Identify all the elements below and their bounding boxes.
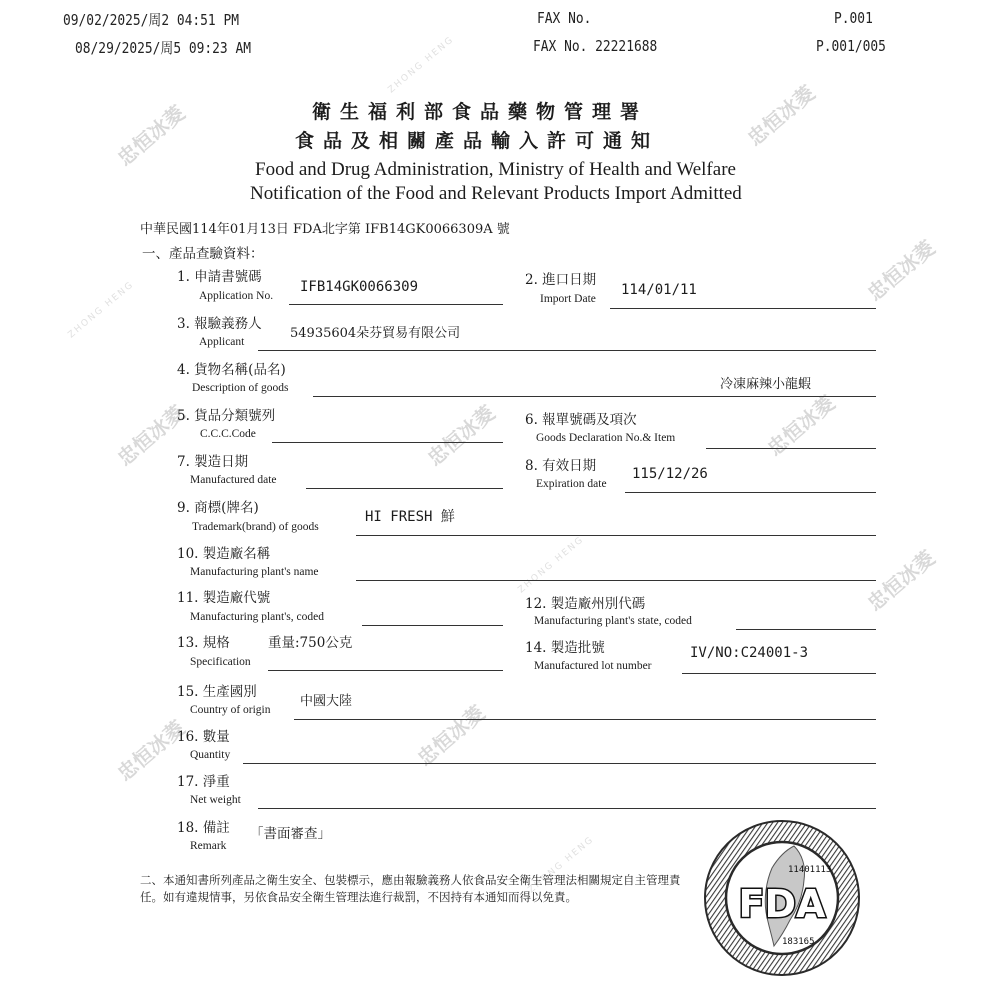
agency-title-zh: 衛生福利部食品藥物管理署 [312, 101, 649, 123]
field-import-date-label-en: Import Date [540, 293, 596, 305]
field-description-line [313, 396, 876, 397]
field-trademark-label-en: Trademark(brand) of goods [192, 521, 319, 533]
field-trademark-label-zh: 9. 商標(牌名) [177, 500, 259, 516]
legal-note: 二、本通知書所列產品之衛生安全、包裝標示，應由報驗義務人依食品安全衛生管理法相關規定自主管理責任。如有違規情事，另依食品安全衛生管理法進行裁罰，不因持有本通知而得以免責。 [140, 873, 681, 904]
field-applicant-value: 54935604朵芬貿易有限公司 [290, 326, 461, 341]
field-trademark-value: HI FRESH 鮮 [365, 509, 455, 525]
watermark-7: 忠恒冰菱 [422, 400, 500, 471]
fax-datetime-1: 09/02/2025/周2 04:51 PM [63, 11, 240, 29]
field-quantity-line [243, 763, 876, 764]
field-lot-number-value: IV/NO:C24001-3 [690, 645, 809, 661]
field-country-label-zh: 15. 生產國別 [177, 684, 257, 700]
field-import-date-label-zh: 2. 進口日期 [525, 272, 597, 288]
field-specification-label-zh: 13. 規格 [177, 635, 230, 651]
field-expiration-line [625, 492, 876, 493]
field-specification-line [268, 670, 503, 671]
field-plant-code-label-zh: 11. 製造廠代號 [177, 590, 271, 606]
field-lot-number-line [682, 673, 876, 674]
field-expiration-label-zh: 8. 有效日期 [525, 458, 597, 474]
field-manufactured-date-label-zh: 7. 製造日期 [177, 454, 249, 470]
field-plant-name-label-zh: 10. 製造廠名稱 [177, 546, 271, 562]
field-specification-label-en: Specification [190, 656, 251, 668]
document-reference: 中華民國114年01月13日 FDA北字第 IFB14GK0066309A 號 [140, 222, 510, 237]
field-declaration-line [706, 448, 876, 449]
watermark-6: 忠恒冰菱 [112, 400, 190, 471]
watermark-1: 忠恒冰菱 [112, 100, 190, 171]
watermark-en-2: ZHONG HENG [66, 279, 137, 341]
field-trademark-line [356, 535, 876, 536]
field-plant-state-label-zh: 12. 製造廠州別代碼 [525, 596, 646, 612]
field-declaration-label-en: Goods Declaration No.& Item [536, 432, 676, 444]
field-country-label-en: Country of origin [190, 704, 271, 716]
field-declaration-label-zh: 6. 報單號碼及項次 [525, 412, 637, 428]
fax-number-1: FAX No. [537, 9, 592, 27]
field-application-no-line [289, 304, 503, 305]
field-country-line [294, 719, 876, 720]
fax-page-1: P.001 [834, 9, 873, 27]
watermark-en-3: ZHONG HENG [516, 534, 587, 596]
field-applicant-label-en: Applicant [199, 336, 245, 348]
field-plant-name-label-en: Manufacturing plant's name [190, 566, 319, 578]
seal-text: FDA [738, 882, 826, 926]
field-plant-code-line [362, 625, 503, 626]
watermark-en-4: ZHONG HENG [526, 834, 597, 896]
watermark-3: 忠恒冰菱 [862, 235, 940, 306]
seal-bottom-number: 183165 [782, 937, 815, 947]
field-applicant-line [258, 350, 876, 351]
field-remark-value: 「書面審查」 [250, 826, 331, 842]
field-application-no-label-zh: 1. 申請書號碼 [177, 269, 262, 285]
field-application-no-value: IFB14GK0066309 [300, 279, 419, 295]
watermark-en-1: ZHONG HENG [386, 34, 457, 96]
field-plant-code-label-en: Manufacturing plant's, coded [190, 611, 324, 623]
agency-title-en: Food and Drug Administration, Ministry of Health and Welfare [255, 159, 736, 180]
notice-title-en: Notification of the Food and Relevant Products Import Admitted [250, 183, 742, 204]
field-quantity-label-zh: 16. 數量 [177, 729, 230, 745]
section1-title: 一、產品查驗資料： [142, 246, 264, 262]
field-ccc-code-label-zh: 5. 貨品分類號列 [177, 408, 276, 424]
field-description-label-en: Description of goods [192, 382, 289, 394]
field-plant-name-line [356, 580, 876, 581]
field-import-date-value: 114/01/11 [621, 282, 697, 298]
watermark-8: 忠恒冰菱 [112, 715, 190, 786]
watermark-9: 忠恒冰菱 [412, 700, 490, 771]
field-manufactured-date-line [306, 488, 503, 489]
fax-number-2: FAX No. 22221688 [533, 37, 658, 55]
field-plant-state-label-en: Manufacturing plant's state, coded [534, 615, 692, 627]
field-ccc-code-label-en: C.C.C.Code [200, 428, 256, 440]
field-expiration-label-en: Expiration date [536, 478, 607, 490]
field-remark-label-en: Remark [190, 840, 227, 852]
notice-title-zh: 食品及相關產品輸入許可通知 [295, 130, 660, 152]
field-quantity-label-en: Quantity [190, 749, 231, 761]
field-country-value: 中國大陸 [300, 694, 353, 709]
field-net-weight-line [258, 808, 876, 809]
field-manufactured-date-label-en: Manufactured date [190, 474, 277, 486]
field-lot-number-label-en: Manufactured lot number [534, 660, 652, 672]
watermark-5: 忠恒冰菱 [862, 545, 940, 616]
field-description-value: 冷凍麻辣小龍蝦 [720, 377, 812, 392]
field-ccc-code-line [272, 442, 503, 443]
fda-seal-icon [702, 818, 862, 978]
field-net-weight-label-zh: 17. 淨重 [177, 774, 230, 790]
fax-page-2: P.001/005 [816, 37, 886, 55]
fax-datetime-2: 08/29/2025/周5 09:23 AM [75, 39, 252, 57]
seal-top-number: 11401113 [788, 865, 832, 875]
watermark-4: 忠恒冰菱 [762, 390, 840, 461]
field-description-label-zh: 4. 貨物名稱(品名) [177, 362, 286, 378]
field-import-date-line [610, 308, 876, 309]
field-lot-number-label-zh: 14. 製造批號 [525, 640, 605, 656]
field-applicant-label-zh: 3. 報驗義務人 [177, 316, 262, 332]
field-remark-label-zh: 18. 備註 [177, 820, 230, 836]
fda-seal-stamp [702, 818, 862, 978]
watermark-2: 忠恒冰菱 [742, 80, 820, 151]
field-net-weight-label-en: Net weight [190, 794, 241, 806]
field-specification-value: 重量:750公克 [268, 635, 353, 651]
field-application-no-label-en: Application No. [199, 290, 274, 302]
field-expiration-value: 115/12/26 [632, 466, 708, 482]
field-plant-state-line [736, 629, 876, 630]
